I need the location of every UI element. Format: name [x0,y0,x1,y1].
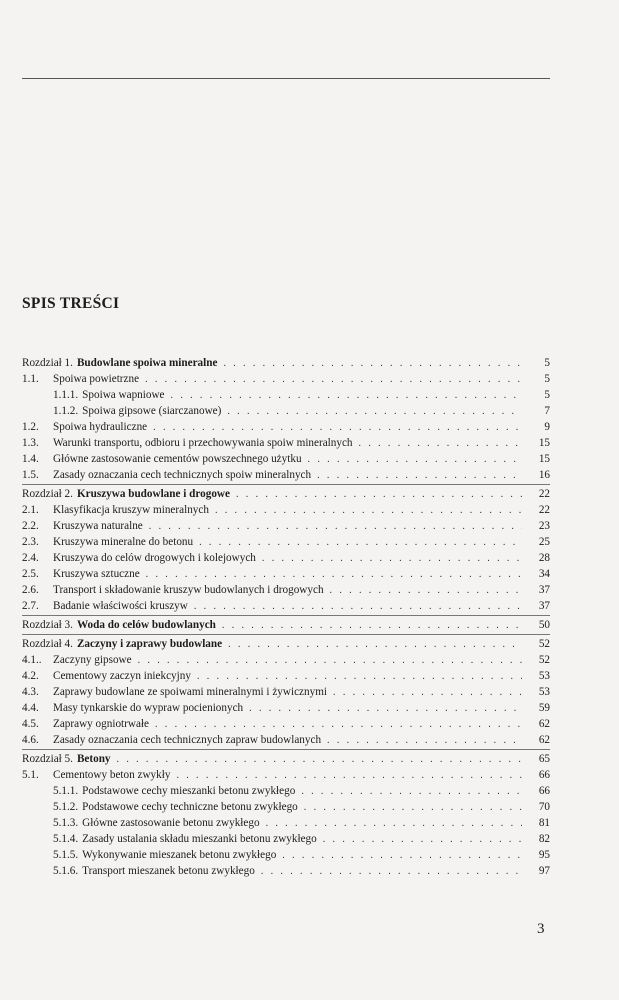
toc-label: Kruszywa mineralne do betonu [53,536,194,548]
toc-subsection-row [22,831,550,847]
toc-label: Transport mieszanek betonu zwykłego [82,865,255,877]
toc-page-number: 28 [538,552,550,564]
toc-label: Badanie właściwości kruszyw [53,600,188,612]
toc-section-row [22,550,550,566]
toc-label: Zasady oznaczania cech technicznych spoiw mineralnych [53,469,312,481]
toc-number: 2.5. [22,568,39,580]
dot-leader [330,583,522,599]
dot-leader [282,848,522,864]
toc-section-row [22,668,550,684]
toc-label: Główne zastosowanie cementów powszechnego użytku [53,453,302,465]
dot-leader [266,816,522,832]
toc-section-row [22,732,550,748]
toc-label: Kruszywa do celów drogowych i kolejowych [53,552,256,564]
toc-section-row [22,716,550,732]
dot-leader [222,618,522,634]
toc-number: 5.1.6. [53,865,79,877]
toc-number: 4.3. [22,686,39,698]
toc-label: Główne zastosowanie betonu zwykłego [82,817,260,829]
toc-number: 2.4. [22,552,39,564]
toc-chapter-title: Zaczyny i zaprawy budowlane [76,638,223,650]
toc-chapter-title: Woda do celów budowlanych [76,619,216,631]
toc-page-number: 50 [538,619,550,631]
dot-leader [215,503,522,519]
toc-number: 4.6. [22,734,39,746]
toc-section-row [22,502,550,518]
dot-leader [199,535,522,551]
toc-label: Warunki transportu, odbioru i przechowywania spoiw mineralnych [53,437,353,449]
toc-page-number: 53 [538,686,550,698]
toc-label: Cementowy zaczyn iniekcyjny [53,670,191,682]
toc-label [77,355,217,371]
toc-label [77,636,222,652]
toc-chapter-title: Betony [76,753,111,765]
dot-leader [261,864,522,880]
toc-page-number: 62 [538,734,550,746]
toc-label: Transport i składowanie kruszyw budowlanych i drogowych [53,584,324,596]
toc-page-number: 37 [538,600,550,612]
toc-section-row [22,684,550,700]
toc-label [77,617,216,633]
toc-label: Wykonywanie mieszanek betonu zwykłego [82,849,277,861]
toc-page-number: 62 [538,718,550,730]
dot-leader [327,733,522,749]
chapter-divider [22,484,550,485]
toc-section-row [22,518,550,534]
dot-leader [149,519,522,535]
toc-number: 2.2. [22,520,39,532]
toc-label: Klasyfikacja kruszyw mineralnych [53,504,209,516]
toc-number: 2.3. [22,536,39,548]
toc-page-number: 9 [544,421,550,433]
toc-page-number: 70 [538,801,550,813]
toc-label: Zasady oznaczania cech technicznych zapraw budowlanych [53,734,322,746]
toc-number: 2.6. [22,584,39,596]
toc-section-row [22,435,550,451]
dot-leader [301,784,522,800]
toc-page-number: 22 [538,488,550,500]
toc-page-number: 34 [538,568,550,580]
toc-page-number: 15 [538,437,550,449]
dot-leader [153,420,522,436]
page-number: 3 [537,921,545,937]
table-of-contents [22,355,550,879]
dot-leader [317,468,522,484]
toc-page-number: 5 [544,389,550,401]
toc-section-row [22,451,550,467]
dot-leader [155,717,522,733]
toc-chapter-row [22,751,550,767]
toc-page-number: 59 [538,702,550,714]
toc-page-number: 25 [538,536,550,548]
dot-leader [308,452,522,468]
toc-page-number: 97 [538,865,550,877]
toc-number: 5.1.2. [53,801,79,813]
toc-number: 2.1. [22,504,39,516]
toc-subsection-row [22,783,550,799]
toc-number: 1.5. [22,469,39,481]
toc-number: Rozdział 1. [22,357,73,369]
toc-label: Zasady ustalania składu mieszanki betonu zwykłego [82,833,317,845]
toc-chapter-row [22,355,550,371]
dot-leader [117,752,522,768]
dot-leader [227,404,522,420]
dot-leader [228,637,522,653]
toc-section-row [22,767,550,783]
toc-section-row [22,652,550,668]
dot-leader [359,436,522,452]
toc-section-row [22,371,550,387]
toc-subsection-row [22,387,550,403]
toc-label: Podstawowe cechy techniczne betonu zwykłego [82,801,298,813]
toc-page-number: 52 [538,638,550,650]
toc-label: Spoiwa gipsowe (siarczanowe) [82,405,222,417]
toc-number: Rozdział 3. [22,619,73,631]
toc-number: 1.1.1. [53,389,79,401]
toc-number: 1.1. [22,373,39,385]
toc-label: Masy tynkarskie do wypraw pocienionych [53,702,244,714]
toc-chapter-row [22,636,550,652]
toc-label: Cementowy beton zwykły [53,769,171,781]
chapter-divider [22,749,550,750]
toc-page-number: 65 [538,753,550,765]
toc-number: 4.5. [22,718,39,730]
toc-number: 5.1.1. [53,785,79,797]
dot-leader [323,832,522,848]
toc-page-number: 81 [538,817,550,829]
toc-page-number: 95 [538,849,550,861]
toc-number: Rozdział 5. [22,753,73,765]
toc-page-number: 16 [538,469,550,481]
page-title: SPIS TREŚCI [22,295,120,312]
dot-leader [145,372,522,388]
toc-chapter-row [22,486,550,502]
toc-number: 4.2. [22,670,39,682]
toc-label: Spoiwa powietrzne [53,373,140,385]
toc-number: 4.4. [22,702,39,714]
top-rule [22,78,550,79]
toc-number: 1.2. [22,421,39,433]
toc-number: 1.3. [22,437,39,449]
toc-subsection-row [22,799,550,815]
toc-section-row [22,419,550,435]
dot-leader [146,567,522,583]
toc-label [77,486,230,502]
toc-section-row [22,700,550,716]
toc-chapter-title: Budowlane spoiwa mineralne [76,357,218,369]
toc-page-number: 66 [538,769,550,781]
dot-leader [304,800,522,816]
toc-number: 5.1.5. [53,849,79,861]
toc-subsection-row [22,863,550,879]
toc-label [77,751,111,767]
toc-page-number: 53 [538,670,550,682]
dot-leader [194,599,522,615]
toc-label: Kruszywa naturalne [53,520,143,532]
dot-leader [223,356,522,372]
dot-leader [176,768,522,784]
toc-label: Spoiwa wapniowe [82,389,165,401]
toc-page-number: 22 [538,504,550,516]
toc-chapter-row [22,617,550,633]
toc-number: 4.1.. [22,654,42,666]
chapter-divider [22,615,550,616]
toc-label: Zaprawy ogniotrwałe [53,718,149,730]
toc-label: Kruszywa sztuczne [53,568,140,580]
toc-chapter-title: Kruszywa budowlane i drogowe [76,488,230,500]
toc-page-number: 37 [538,584,550,596]
chapter-divider [22,634,550,635]
toc-number: 1.1.2. [53,405,79,417]
toc-number: 5.1. [22,769,39,781]
toc-label: Podstawowe cechy mieszanki betonu zwykłego [82,785,296,797]
toc-section-row [22,598,550,614]
toc-page-number: 15 [538,453,550,465]
toc-page-number: 66 [538,785,550,797]
toc-page-number: 82 [538,833,550,845]
dot-leader [236,487,522,503]
toc-page-number: 52 [538,654,550,666]
toc-label: Spoiwa hydrauliczne [53,421,148,433]
toc-number: Rozdział 4. [22,638,73,650]
toc-page-number: 7 [544,405,550,417]
dot-leader [138,653,522,669]
toc-section-row [22,582,550,598]
toc-number: 5.1.4. [53,833,79,845]
toc-label: Zaprawy budowlane ze spoiwami mineralnymi i żywicznymi [53,686,328,698]
toc-subsection-row [22,403,550,419]
toc-subsection-row [22,847,550,863]
dot-leader [333,685,522,701]
toc-section-row [22,566,550,582]
toc-subsection-row [22,815,550,831]
toc-label: Zaczyny gipsowe [53,654,132,666]
toc-number: Rozdział 2. [22,488,73,500]
dot-leader [262,551,522,567]
toc-section-row [22,467,550,483]
toc-page-number: 5 [544,373,550,385]
dot-leader [171,388,522,404]
dot-leader [249,701,522,717]
toc-page-number: 5 [544,357,550,369]
toc-number: 1.4. [22,453,39,465]
toc-number: 2.7. [22,600,39,612]
toc-page-number: 23 [538,520,550,532]
dot-leader [197,669,522,685]
toc-number: 5.1.3. [53,817,79,829]
toc-section-row [22,534,550,550]
